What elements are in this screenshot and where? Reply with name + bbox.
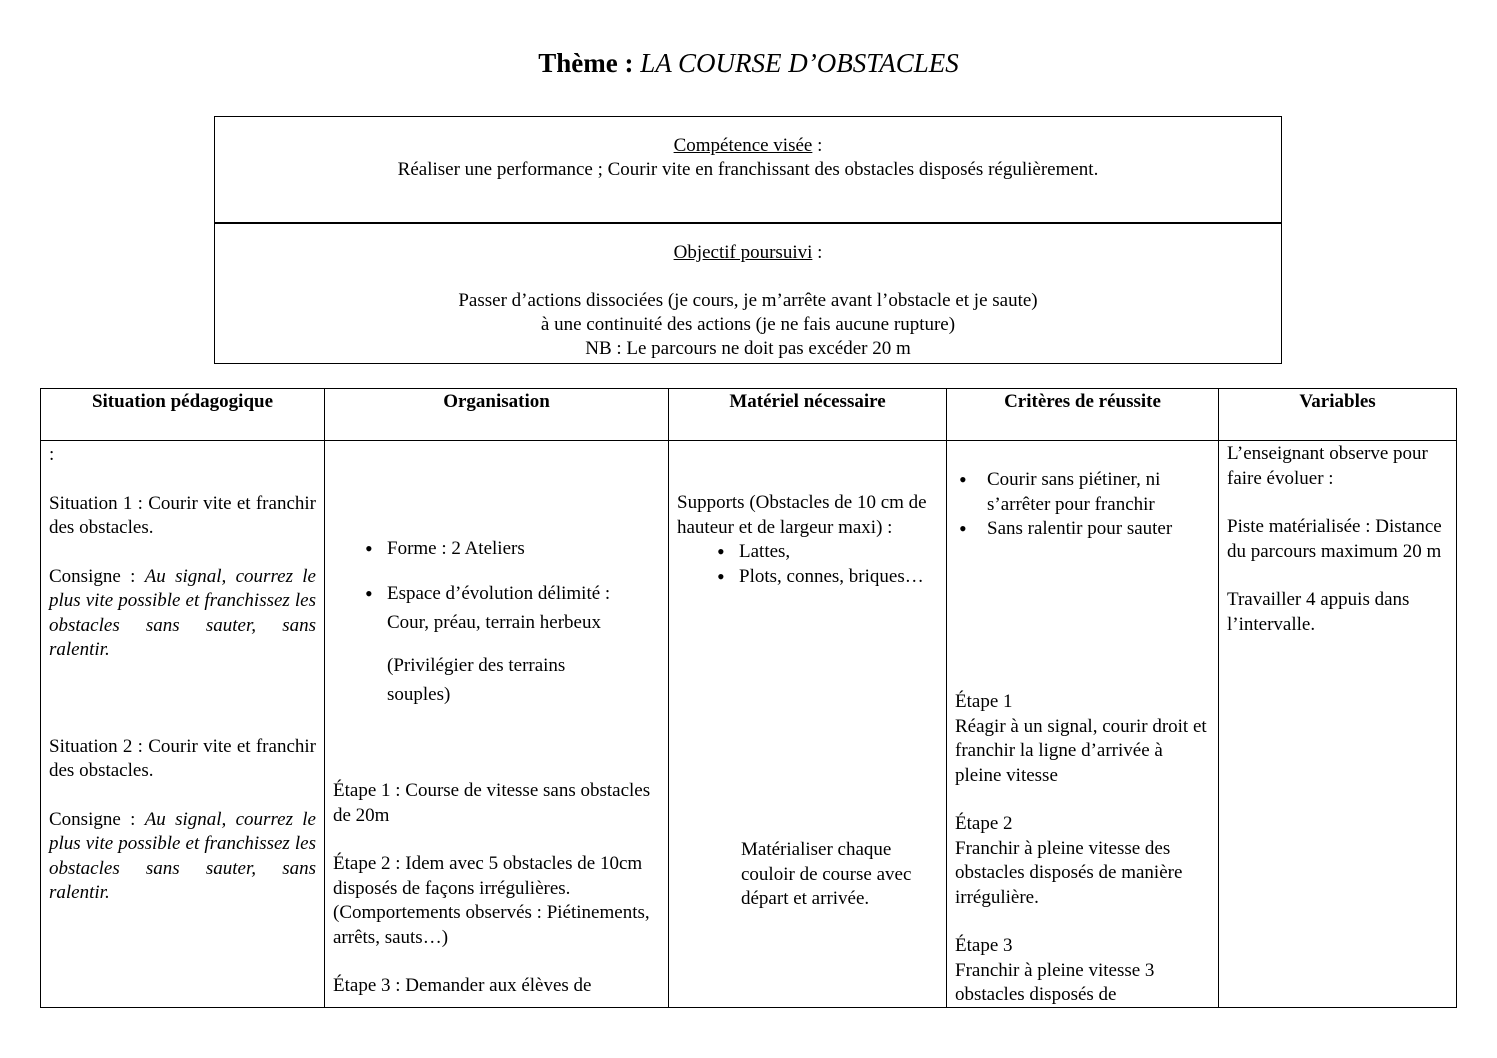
organisation-bullet-2-line2: Cour, préau, terrain herbeux xyxy=(387,612,601,633)
criteres-etape-3-title: Étape 3 xyxy=(955,935,1013,956)
organisation-bullet-2 xyxy=(363,579,660,637)
cell-criteres xyxy=(947,441,1219,1008)
consigne-label: Consigne : xyxy=(49,565,145,587)
criteres-bullet-2: • Sans ralentir pour sauter xyxy=(957,517,1214,542)
cell-materiel xyxy=(669,441,947,1008)
criteres-bullet-1: • Courir sans piétiner, ni s’arrêter pour franchir xyxy=(957,468,1214,517)
organisation-bullet-2-line1: Espace d’évolution délimité : xyxy=(387,583,611,604)
organisation-etape-3: Étape 3 : Demander aux élèves de xyxy=(333,975,592,996)
header-situation: Situation pédagogique xyxy=(41,389,325,441)
organisation-etape-1: Étape 1 : Course de vitesse sans obstacles de 20m xyxy=(333,780,651,826)
header-materiel: Matériel nécessaire xyxy=(669,389,947,441)
table-row xyxy=(41,441,1457,1008)
consigne-text: Au signal, courrez le plus vite possible et franchissez les obstacles sans sauter, sans ralentir. xyxy=(49,808,316,903)
organisation-bullet-1: • Forme : 2 Ateliers xyxy=(363,534,660,563)
materiel-note: Matérialiser chaque couloir de course avec départ et arrivée. xyxy=(741,839,912,909)
header-organisation: Organisation xyxy=(325,389,669,441)
situation-colon: : xyxy=(49,444,55,465)
situation-1-consigne xyxy=(49,565,316,663)
objectif-heading: Objectif poursuivi xyxy=(673,242,813,263)
title-prefix: Thème : xyxy=(538,48,641,78)
materiel-supports: Supports (Obstacles de 10 cm de hauteur et de largeur maxi) : xyxy=(677,492,927,538)
organisation-note-line2: souples) xyxy=(387,684,451,705)
cell-situation xyxy=(41,441,325,1008)
header-criteres: Critères de réussite xyxy=(947,389,1219,441)
objectif-line1: Passer d’actions dissociées (je cours, je m’arrête avant l’obstacle et je saute) xyxy=(458,290,1038,311)
table-header-row xyxy=(41,389,1457,441)
criteres-etape-2-title: Étape 2 xyxy=(955,813,1013,834)
cell-variables xyxy=(1219,441,1457,1008)
situation-1-title: Situation 1 : Courir vite et franchir des obstacles. xyxy=(49,492,316,538)
title-theme: LA COURSE D’OBSTACLES xyxy=(640,48,959,78)
objectif-heading-line xyxy=(215,241,1281,265)
objectif-box xyxy=(214,222,1282,364)
variables-appuis: Travailler 4 appuis dans l’intervalle. xyxy=(1227,589,1410,635)
competence-heading: Compétence visée xyxy=(673,135,813,156)
page-title xyxy=(0,48,1497,79)
pedagogy-table xyxy=(40,388,1457,1008)
materiel-item-2: • Plots, connes, briques… xyxy=(715,565,938,590)
objectif-line3: NB : Le parcours ne doit pas excéder 20 m xyxy=(585,338,911,359)
criteres-etape-1-title: Étape 1 xyxy=(955,691,1013,712)
consigne-text: Au signal, courrez le plus vite possible et franchissez les obstacles sans sauter, sans ralentir. xyxy=(49,565,316,660)
cell-organisation xyxy=(325,441,669,1008)
situation-2-title: Situation 2 : Courir vite et franchir des obstacles. xyxy=(49,735,316,781)
consigne-label: Consigne : xyxy=(49,808,145,830)
variables-piste: Piste matérialisée : Distance du parcours maximum 20 m xyxy=(1227,516,1442,562)
organisation-note-line1: (Privilégier des terrains xyxy=(387,655,566,676)
situation-2-consigne xyxy=(49,808,316,906)
criteres-etape-2-text: Franchir à pleine vitesse des obstacles disposés de manière irrégulière. xyxy=(955,837,1183,908)
competence-heading-line xyxy=(215,134,1281,158)
objectif-line2: à une continuité des actions (je ne fais aucune rupture) xyxy=(540,314,956,335)
organisation-etape-2: Étape 2 : Idem avec 5 obstacles de 10cm disposés de façons irrégulières. (Comportements observés : Piétinements, arrêts, sauts…) xyxy=(333,853,650,948)
header-variables: Variables xyxy=(1219,389,1457,441)
competence-sep: : xyxy=(812,135,823,156)
variables-intro: L’enseignant observe pour faire évoluer : xyxy=(1227,443,1428,489)
criteres-etape-3-text: Franchir à pleine vitesse 3 obstacles disposés de xyxy=(955,959,1155,1005)
criteres-etape-1-text: Réagir à un signal, courir droit et franchir la ligne d’arrivée à pleine vitesse xyxy=(955,715,1207,786)
competence-box xyxy=(214,116,1282,224)
competence-text: Réaliser une performance ; Courir vite en franchissant des obstacles disposés régulièrement. xyxy=(397,159,1099,180)
materiel-item-1: • Lattes, xyxy=(715,540,938,565)
objectif-sep: : xyxy=(812,242,823,263)
